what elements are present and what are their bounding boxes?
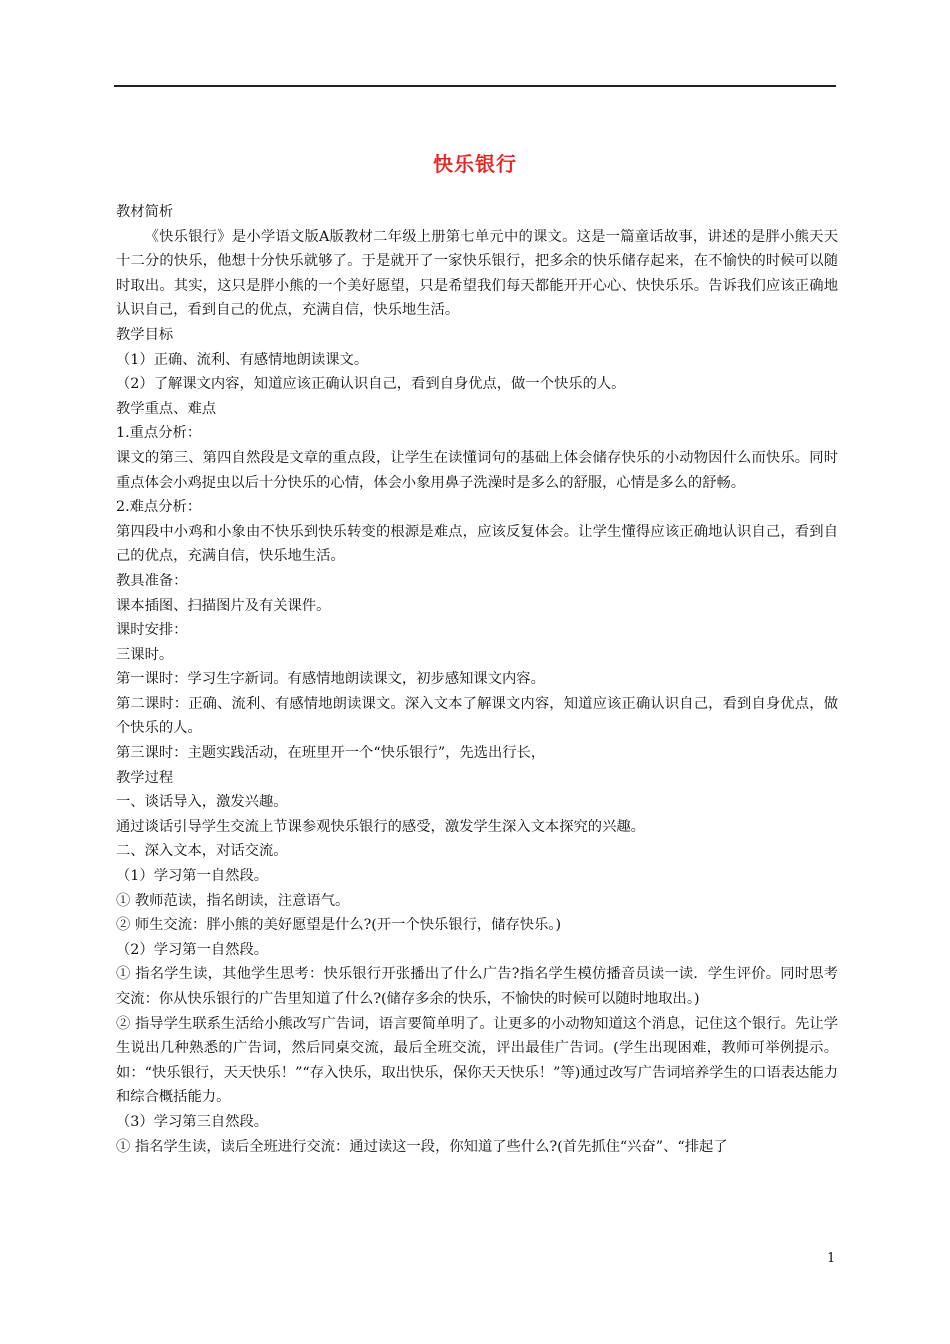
body-paragraph: 通过谈话引导学生交流上节课参观快乐银行的感受，激发学生深入文本探究的兴趣。 [116,818,645,835]
section-heading: 教学目标 [116,326,174,343]
section-heading: 教具准备： [116,572,188,589]
body-paragraph: （2）学习第一自然段。 [116,941,269,958]
document-title: 快乐银行 [433,152,517,176]
section-heading: 教材简析 [116,204,174,220]
body-paragraph: 课本插图、扫描图片及有关课件。 [116,597,331,614]
body-paragraph: 三课时。 [116,646,174,663]
body-paragraph: ① 指名学生读，其他学生思考：快乐银行开张播出了什么广告?指名学生模仿播音员读一读．学生评价。同时思考交流：你从快乐银行的广告里知道了什么?(储存多余的快乐，不愉快的时候可以随时地取出。) [116,966,838,1007]
body-paragraph: 二、深入文本，对话交流。 [116,843,288,860]
body-paragraph: 课文的第三、第四自然段是文章的重点段，让学生在读懂词句的基础上体会储存快乐的小动物因什么而快乐。同时重点体会小鸡捉虫以后十分快乐的心情，体会小象用鼻子洗澡时是多么的舒服，心情是多么的舒畅。 [116,449,838,491]
body-paragraph: 1.重点分析： [116,425,202,442]
body-paragraph: 一、谈话导入，激发兴趣。 [116,794,288,811]
body-paragraph: 第三课时：主题实践活动，在班里开一个“快乐银行”，先选出行长， [116,745,546,762]
body-paragraph: ② 指导学生联系生活给小熊改写广告词，语言要简单明了。让更多的小动物知道这个消息，记住这个银行。先让学生说出几种熟悉的广告词，然后同桌交流，最后全班交流，评出最佳广告词。(学生出现困难，教师可举例提示。如：“快乐银行，天天快乐！”“存入快乐，取出快乐，保你天天快乐！”等)通过改写广告词培养学生的口语表达能力和综合概括能力。 [116,1015,838,1106]
body-paragraph: ① 教师范读，指名朗读，注意语气。 [116,892,350,909]
page-number: 1 [827,1251,836,1266]
body-paragraph: 第一课时：学习生字新词。有感情地朗读课文，初步感知课文内容。 [116,671,545,688]
document-body [116,200,838,1159]
body-paragraph: ① 指名学生读，读后全班进行交流：通过读这一段，你知道了些什么?(首先抓住“兴奋”、“排起了 [116,1138,728,1155]
body-paragraph: ② 师生交流：胖小熊的美好愿望是什么?(开一个快乐银行，储存快乐。) [116,917,562,934]
body-paragraph: （1）学习第一自然段。 [116,868,269,885]
body-paragraph: （2）了解课文内容，知道应该正确认识自己，看到自身优点，做一个快乐的人。 [116,376,626,393]
section-heading: 教学重点、难点 [116,400,217,417]
body-paragraph: （3）学习第三自然段。 [116,1113,269,1130]
body-paragraph: 2.难点分析： [116,499,202,516]
section-heading: 课时安排： [116,622,188,639]
body-paragraph: 《快乐银行》是小学语文版A版教材二年级上册第七单元中的课文。这是一篇童话故事，讲述的是胖小熊天天十二分的快乐，他想十分快乐就够了。于是就开了一家快乐银行，把多余的快乐储存起来，在不愉快的时候可以随时取出。其实，这只是胖小熊的一个美好愿望，只是希望我们每天都能开开心心、快快乐乐。告诉我们应该正确地认识自己，看到自己的优点，充满自信，快乐地生活。 [116,228,838,319]
header-rule [114,85,836,87]
section-heading: 教学过程 [116,769,174,786]
body-paragraph: 第二课时：正确、流利、有感情地朗读课文。深入文本了解课文内容，知道应该正确认识自己，看到自身优点，做个快乐的人。 [116,695,838,737]
body-paragraph: （1）正确、流利、有感情地朗读课文。 [116,351,369,368]
body-paragraph: 第四段中小鸡和小象由不快乐到快乐转变的根源是难点，应该反复体会。让学生懂得应该正确地认识自己，看到自己的优点，充满自信，快乐地生活。 [116,523,838,565]
